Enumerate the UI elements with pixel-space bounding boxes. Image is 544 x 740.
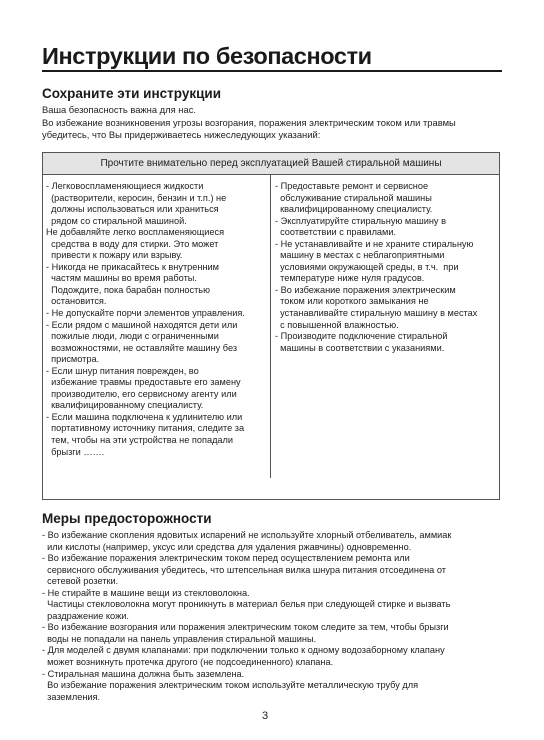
precautions-heading: Меры предосторожности <box>42 511 212 526</box>
text-line: избежание травмы предоставьте его замену <box>46 377 241 388</box>
text-line: машину в местах с неблагоприятными <box>275 250 445 261</box>
text-line: обслуживание стиральной машины <box>275 192 432 203</box>
precautions-list <box>42 530 512 703</box>
text-line: - Предоставьте ремонт и сервисное <box>275 181 429 191</box>
safety-right-column <box>270 175 499 354</box>
text-line: с повышенной влажностью. <box>275 319 399 330</box>
save-instructions-heading: Сохраните эти инструкции <box>42 86 221 101</box>
text-line: - Если шнур питания поврежден, во <box>46 365 199 376</box>
page-title: Инструкции по безопасности <box>42 43 372 69</box>
safety-box <box>42 152 500 500</box>
text-line: возможностями, не оставляйте машину без <box>46 342 238 353</box>
text-line: (растворители, керосин, бензин и т.п.) не <box>46 192 227 203</box>
text-line: машины в соответствии с указаниями. <box>275 342 445 353</box>
text-line: Подождите, пока барабан полностью <box>46 284 210 295</box>
text-line: соответствии с правилами. <box>275 227 397 238</box>
text-line: температуре ниже нуля градусов. <box>275 273 425 284</box>
text-line: заземления. <box>42 691 101 702</box>
safety-box-header: Прочтите внимательно перед эксплуатацией Вашей стиральной машины <box>43 153 499 175</box>
text-line: должны использоваться или храниться <box>46 204 219 215</box>
text-line: сервисного обслуживания убедитесь, что штепсельная вилка шнура питания отсоединена от <box>42 564 446 575</box>
text-line: брызги ……. <box>46 446 105 457</box>
text-line: квалифицированному специалисту. <box>46 400 204 411</box>
text-line: тем, чтобы на эти устройства не попадали <box>46 435 234 446</box>
safety-left-column <box>43 175 270 458</box>
text-line: средства в воду для стирки. Это может <box>46 238 219 249</box>
text-line: сетевой розетки. <box>42 576 119 587</box>
text-line: или кислоты (например, уксус или средства для удаления ржавчины) одновременно. <box>42 541 412 552</box>
text-line: - Никогда не прикасайтесь к внутренним <box>46 261 219 272</box>
page-number: 3 <box>262 710 269 722</box>
text-line: устанавливайте стиральную машину в местах <box>275 308 478 319</box>
text-line: воды не попадали на панель управления стиральной машины. <box>42 633 317 644</box>
text-line: раздражение кожи. <box>42 610 129 621</box>
text-line: производителю, его сервисному агенту или <box>46 388 237 399</box>
text-line: - Не устанавливайте и не храните стиральную <box>275 238 474 249</box>
intro-line: убедитесь, что Вы придерживаетесь нижеследующих указаний: <box>42 129 321 140</box>
text-line: - Во избежание возгорания или поражения электрическим током следите за тем, чтобы брызги <box>42 622 449 633</box>
text-line: может возникнуть протечка другого (не подсоединенного) клапана. <box>42 657 334 668</box>
text-line: квалифицированному специалисту. <box>275 204 433 215</box>
intro-text <box>42 104 512 142</box>
text-line: - Производите подключение стиральной <box>275 331 448 342</box>
text-line: - Не стирайте в машине вещи из стекловолокна. <box>42 587 250 598</box>
text-line: пожилые люди, люди с ограниченными <box>46 331 219 342</box>
text-line: - Во избежание скопления ядовитых испарений не используйте хлорный отбеливатель, аммиак <box>42 530 452 540</box>
text-line: - Стиральная машина должна быть заземлена. <box>42 668 245 679</box>
text-line: присмотра. <box>46 354 100 365</box>
text-line: Не добавляйте легко воспламеняющиеся <box>46 227 225 238</box>
text-line: портативному источнику питания, следите за <box>46 423 245 434</box>
intro-line: Ваша безопасность важна для нас. <box>42 104 196 115</box>
text-line: - Для моделей с двумя клапанами: при подключении только к одному водозаборному клапану <box>42 645 445 656</box>
text-line: частям машины во время работы. <box>46 273 197 284</box>
text-line: остановится. <box>46 296 107 307</box>
text-line: - Не допускайте порчи элементов управления. <box>46 308 245 319</box>
text-line: Во избежание поражения электрическим током используйте металлическую трубу для <box>42 680 419 691</box>
text-line: - Легковоспламеняющиеся жидкости <box>46 181 204 191</box>
text-line: - Если машина подключена к удлинителю или <box>46 411 243 422</box>
text-line: - Во избежание поражения электрическим током перед осуществлением ремонта или <box>42 553 410 564</box>
text-line: Частицы стекловолокна могут проникнуть в материал белья при следующей стирке и вызвать <box>42 599 451 610</box>
text-line: - Во избежание поражения электрическим <box>275 284 456 295</box>
intro-line: Во избежание возникновения угрозы возгорания, поражения электрическим током или травмы <box>42 116 456 128</box>
text-line: привести к пожару или взрыву. <box>46 250 183 261</box>
title-underline <box>42 70 502 72</box>
text-line: рядом со стиральной машиной. <box>46 215 187 226</box>
text-line: условиями окружающей среды, в т.ч. при <box>275 261 459 272</box>
text-line: - Если рядом с машиной находятся дети или <box>46 319 238 330</box>
text-line: - Эксплуатируйте стиральную машину в <box>275 215 446 226</box>
text-line: током или короткого замыкания не <box>275 296 429 307</box>
